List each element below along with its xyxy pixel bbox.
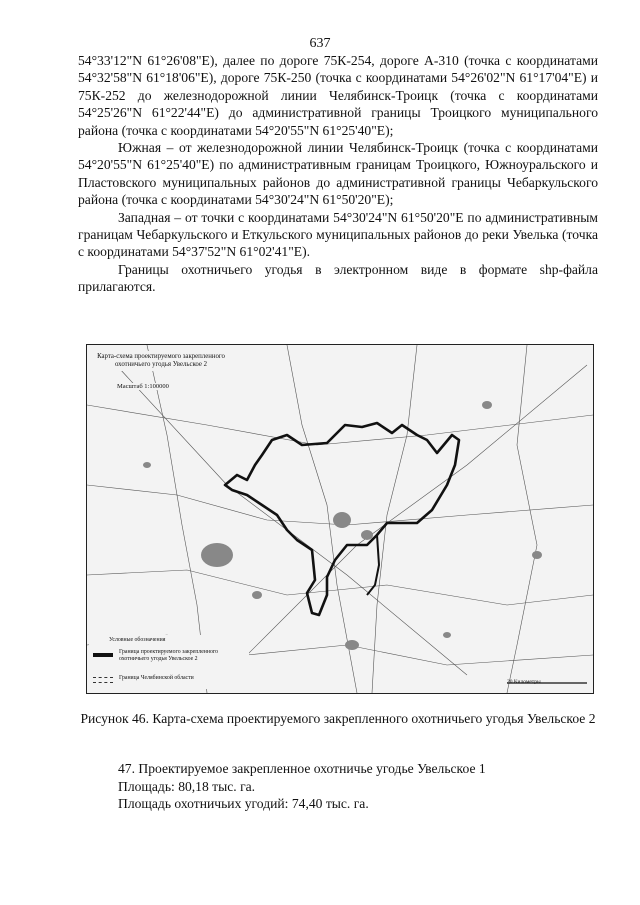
legend-heading: Условные обозначения xyxy=(109,637,166,643)
legend-boundary-label: Граница проектируемого закрепленного охотничьего угодья Увельское 2 xyxy=(119,649,219,662)
map-figure xyxy=(86,344,594,694)
paragraph-south-boundary: Южная – от железнодорожной линии Челябинск-Троицк (точка с координатами 54°20'55"N 61°25'40"E) по административным границам Троицкого, Южноуральского и Пластовского муниципальных районов до административной границы Чебаркульского района (точка с координатами 54°30'24"N 61°50'20"E); xyxy=(78,140,598,208)
map-legend xyxy=(89,635,249,689)
section-heading: 47. Проектируемое закрепленное охотничье угодье Увельское 1 xyxy=(118,761,486,776)
map-title: Карта-схема проектируемого закрепленного охотничьего угодья Увельское 2 xyxy=(93,351,229,371)
legend-region-swatch xyxy=(93,677,113,683)
paragraph-shp-note: Границы охотничьего угодья в электронном виде в формате shp-файла прилагаются. xyxy=(78,261,598,295)
map-settlements xyxy=(143,401,542,650)
figure-caption: Рисунок 46. Карта-схема проектируемого закрепленного охотничьего угодья Увельское 2 xyxy=(80,711,596,726)
map-scalebar-label: 20 Километры xyxy=(507,679,541,685)
legend-region-label: Граница Челябинской области xyxy=(119,675,194,681)
legend-boundary-swatch xyxy=(93,653,113,657)
paragraph-west-boundary: Западная – от точки с координатами 54°30'24"N 61°50'20"E по административным границам Чебаркульского и Еткульского муниципальных районов до реки Увелька (точка с координатами 54°37'52"N 61°02'41"E). xyxy=(78,209,598,260)
map-scale: Масштаб 1:100000 xyxy=(117,383,169,390)
page-number: 637 xyxy=(309,36,331,51)
paragraph-intro-continuation: 54°33'12"N 61°26'08"E), далее по дороге 75К-254, дороге А-310 (точка с координатами 54°32'58"N 61°18'06"E), дороге 75К-250 (точка с координатами 54°26'02"N 61°17'04"E) и 75К-252 до железнодорожной линии Челябинск-Троицк (точка с координатами 54°25'26"N 61°22'44"E) до административной границы Троицкого муниципального района (точка с координатами 54°20'55"N 61°25'40"E); xyxy=(78,53,598,138)
section-hunting-area: Площадь охотничьих угодий: 74,40 тыс. га. xyxy=(118,796,369,812)
section-area: Площадь: 80,18 тыс. га. xyxy=(118,778,256,794)
section-47 xyxy=(118,760,598,813)
body-text xyxy=(78,52,598,296)
